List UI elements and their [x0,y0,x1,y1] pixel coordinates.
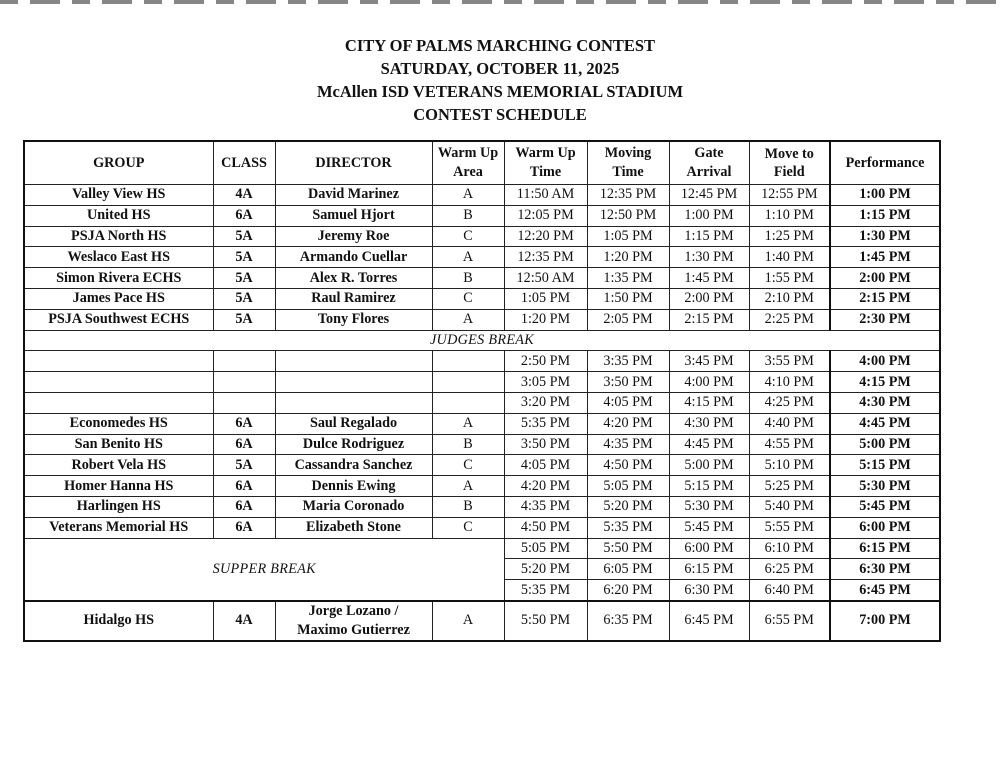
moving-cell: 12:35 PM [587,185,669,206]
col-move-to-field: Move to Field [749,141,830,185]
director-cell: Armando Cuellar [275,247,432,268]
gate-cell: 2:15 PM [669,309,749,330]
table-row [24,455,940,476]
moving-cell: 5:50 PM [587,538,669,559]
gate-cell: 5:00 PM [669,455,749,476]
group-cell: Robert Vela HS [24,455,213,476]
move-cell: 1:55 PM [749,268,830,289]
gate-cell: 1:30 PM [669,247,749,268]
performance-cell: 4:45 PM [830,413,940,434]
gate-cell: 1:00 PM [669,205,749,226]
move-cell: 6:10 PM [749,538,830,559]
group-cell: Valley View HS [24,185,213,206]
group-cell: James Pace HS [24,288,213,309]
performance-cell: 1:15 PM [830,205,940,226]
table-row [24,309,940,330]
performance-cell: 6:30 PM [830,559,940,580]
warmup-cell: 5:35 PM [504,413,587,434]
table-row [24,288,940,309]
director-cell: Tony Flores [275,309,432,330]
area-cell: A [432,185,504,206]
gate-cell: 6:45 PM [669,601,749,641]
director-cell: Cassandra Sanchez [275,455,432,476]
performance-cell: 2:30 PM [830,309,940,330]
moving-cell: 4:05 PM [587,392,669,413]
class-cell: 6A [213,434,275,455]
group-cell: United HS [24,205,213,226]
move-cell: 4:10 PM [749,372,830,393]
group-cell: Economedes HS [24,413,213,434]
performance-cell: 1:30 PM [830,226,940,247]
gate-cell: 6:30 PM [669,580,749,601]
performance-cell: 6:00 PM [830,517,940,538]
warmup-cell: 12:50 AM [504,268,587,289]
director-cell: Elizabeth Stone [275,517,432,538]
moving-cell: 4:35 PM [587,434,669,455]
class-cell: 6A [213,205,275,226]
area-cell: A [432,601,504,641]
warmup-cell: 1:05 PM [504,288,587,309]
area-cell: C [432,517,504,538]
group-cell: PSJA Southwest ECHS [24,309,213,330]
performance-cell: 5:15 PM [830,455,940,476]
group-cell: PSJA North HS [24,226,213,247]
director-cell: Alex R. Torres [275,268,432,289]
contest-schedule-table [23,140,941,642]
group-cell: Weslaco East HS [24,247,213,268]
judges-break-label: JUDGES BREAK [24,330,940,351]
moving-cell: 1:05 PM [587,226,669,247]
gate-cell: 3:45 PM [669,351,749,372]
supper-break-label: SUPPER BREAK [24,538,504,601]
move-cell: 5:55 PM [749,517,830,538]
table-row [24,372,940,393]
gate-cell: 6:15 PM [669,559,749,580]
moving-cell: 1:50 PM [587,288,669,309]
gate-cell: 2:00 PM [669,288,749,309]
performance-cell: 1:00 PM [830,185,940,206]
col-warmup-time: Warm Up Time [504,141,587,185]
performance-cell: 5:30 PM [830,476,940,497]
class-cell: 4A [213,601,275,641]
col-group: GROUP [24,141,213,185]
move-cell: 5:10 PM [749,455,830,476]
col-class: CLASS [213,141,275,185]
scanned-top-rule [0,0,1000,4]
move-cell: 2:10 PM [749,288,830,309]
performance-cell: 6:45 PM [830,580,940,601]
area-cell: A [432,309,504,330]
warmup-cell: 12:20 PM [504,226,587,247]
gate-cell: 4:30 PM [669,413,749,434]
move-cell: 6:55 PM [749,601,830,641]
warmup-cell: 11:50 AM [504,185,587,206]
col-warmup-area: Warm Up Area [432,141,504,185]
performance-cell: 2:15 PM [830,288,940,309]
schedule-title: CONTEST SCHEDULE [413,105,587,124]
group-cell: Veterans Memorial HS [24,517,213,538]
area-cell [432,392,504,413]
group-cell [24,372,213,393]
area-cell: A [432,247,504,268]
performance-cell: 5:45 PM [830,496,940,517]
performance-cell: 5:00 PM [830,434,940,455]
move-cell: 4:40 PM [749,413,830,434]
table-row [24,476,940,497]
moving-cell: 3:50 PM [587,372,669,393]
director-cell [275,392,432,413]
warmup-cell: 3:05 PM [504,372,587,393]
area-cell: B [432,205,504,226]
warmup-cell: 1:20 PM [504,309,587,330]
area-cell: B [432,434,504,455]
performance-cell: 4:00 PM [830,351,940,372]
class-cell: 5A [213,309,275,330]
class-cell: 6A [213,413,275,434]
warmup-cell: 3:50 PM [504,434,587,455]
gate-cell: 12:45 PM [669,185,749,206]
warmup-cell: 4:35 PM [504,496,587,517]
moving-cell: 6:35 PM [587,601,669,641]
move-cell: 3:55 PM [749,351,830,372]
director-cell: Dulce Rodriguez [275,434,432,455]
moving-cell: 1:35 PM [587,268,669,289]
director-cell: Maria Coronado [275,496,432,517]
group-cell: Homer Hanna HS [24,476,213,497]
table-row [24,185,940,206]
table-row [24,413,940,434]
performance-cell: 4:30 PM [830,392,940,413]
director-cell: David Marinez [275,185,432,206]
moving-cell: 4:20 PM [587,413,669,434]
column-header-row [24,141,940,185]
col-performance: Performance [830,141,940,185]
move-cell: 5:25 PM [749,476,830,497]
warmup-cell: 4:05 PM [504,455,587,476]
move-cell: 1:10 PM [749,205,830,226]
move-cell: 1:40 PM [749,247,830,268]
performance-cell: 4:15 PM [830,372,940,393]
table-row [24,517,940,538]
gate-cell: 5:45 PM [669,517,749,538]
director-cell: Dennis Ewing [275,476,432,497]
area-cell: C [432,288,504,309]
class-cell: 6A [213,517,275,538]
class-cell [213,351,275,372]
area-cell [432,351,504,372]
table-row [24,496,940,517]
move-cell: 4:55 PM [749,434,830,455]
area-cell: A [432,413,504,434]
group-cell: Hidalgo HS [24,601,213,641]
class-cell: 5A [213,226,275,247]
group-cell: Simon Rivera ECHS [24,268,213,289]
area-cell [432,372,504,393]
performance-cell: 6:15 PM [830,538,940,559]
warmup-cell: 5:35 PM [504,580,587,601]
area-cell: B [432,268,504,289]
class-cell: 5A [213,288,275,309]
col-director: DIRECTOR [275,141,432,185]
move-cell: 12:55 PM [749,185,830,206]
class-cell: 5A [213,247,275,268]
move-cell: 6:25 PM [749,559,830,580]
table-row [24,434,940,455]
warmup-cell: 4:50 PM [504,517,587,538]
contest-title: CITY OF PALMS MARCHING CONTEST [344,36,656,55]
moving-cell: 3:35 PM [587,351,669,372]
group-cell: Harlingen HS [24,496,213,517]
table-row [24,538,940,559]
move-cell: 1:25 PM [749,226,830,247]
warmup-cell: 5:20 PM [504,559,587,580]
table-row [24,268,940,289]
director-cell: Saul Regalado [275,413,432,434]
table-row [24,247,940,268]
contest-date: SATURDAY, OCTOBER 11, 2025 [380,59,620,78]
moving-cell: 4:50 PM [587,455,669,476]
class-cell: 4A [213,185,275,206]
warmup-cell: 12:35 PM [504,247,587,268]
warmup-cell: 3:20 PM [504,392,587,413]
moving-cell: 5:20 PM [587,496,669,517]
director-cell: Samuel Hjort [275,205,432,226]
area-cell: B [432,496,504,517]
warmup-cell: 5:50 PM [504,601,587,641]
table-row [24,226,940,247]
director-cell: Jeremy Roe [275,226,432,247]
moving-cell: 1:20 PM [587,247,669,268]
group-cell [24,351,213,372]
gate-cell: 1:15 PM [669,226,749,247]
class-cell: 6A [213,476,275,497]
gate-cell: 4:45 PM [669,434,749,455]
judges-break-row [24,330,940,351]
moving-cell: 5:05 PM [587,476,669,497]
gate-cell: 4:00 PM [669,372,749,393]
warmup-cell: 2:50 PM [504,351,587,372]
performance-cell: 2:00 PM [830,268,940,289]
director-cell [275,351,432,372]
gate-cell: 5:30 PM [669,496,749,517]
director-cell [275,372,432,393]
class-cell [213,392,275,413]
gate-cell: 4:15 PM [669,392,749,413]
performance-cell: 7:00 PM [830,601,940,641]
gate-cell: 1:45 PM [669,268,749,289]
director-cell: Raul Ramirez [275,288,432,309]
class-cell [213,372,275,393]
area-cell: A [432,476,504,497]
moving-cell: 2:05 PM [587,309,669,330]
moving-cell: 6:20 PM [587,580,669,601]
class-cell: 5A [213,268,275,289]
gate-cell: 5:15 PM [669,476,749,497]
document-header [0,34,1000,126]
col-gate-arrival: Gate Arrival [669,141,749,185]
contest-venue: McAllen ISD VETERANS MEMORIAL STADIUM [316,82,684,101]
area-cell: C [432,455,504,476]
group-cell: San Benito HS [24,434,213,455]
col-moving-time: Moving Time [587,141,669,185]
moving-cell: 12:50 PM [587,205,669,226]
director-cell: Jorge Lozano / Maximo Gutierrez [275,601,432,641]
class-cell: 6A [213,496,275,517]
move-cell: 5:40 PM [749,496,830,517]
table-row [24,392,940,413]
moving-cell: 6:05 PM [587,559,669,580]
area-cell: C [432,226,504,247]
warmup-cell: 5:05 PM [504,538,587,559]
warmup-cell: 12:05 PM [504,205,587,226]
gate-cell: 6:00 PM [669,538,749,559]
move-cell: 2:25 PM [749,309,830,330]
performance-cell: 1:45 PM [830,247,940,268]
table-row [24,601,940,641]
class-cell: 5A [213,455,275,476]
table-row [24,205,940,226]
moving-cell: 5:35 PM [587,517,669,538]
table-row [24,351,940,372]
move-cell: 4:25 PM [749,392,830,413]
warmup-cell: 4:20 PM [504,476,587,497]
move-cell: 6:40 PM [749,580,830,601]
group-cell [24,392,213,413]
